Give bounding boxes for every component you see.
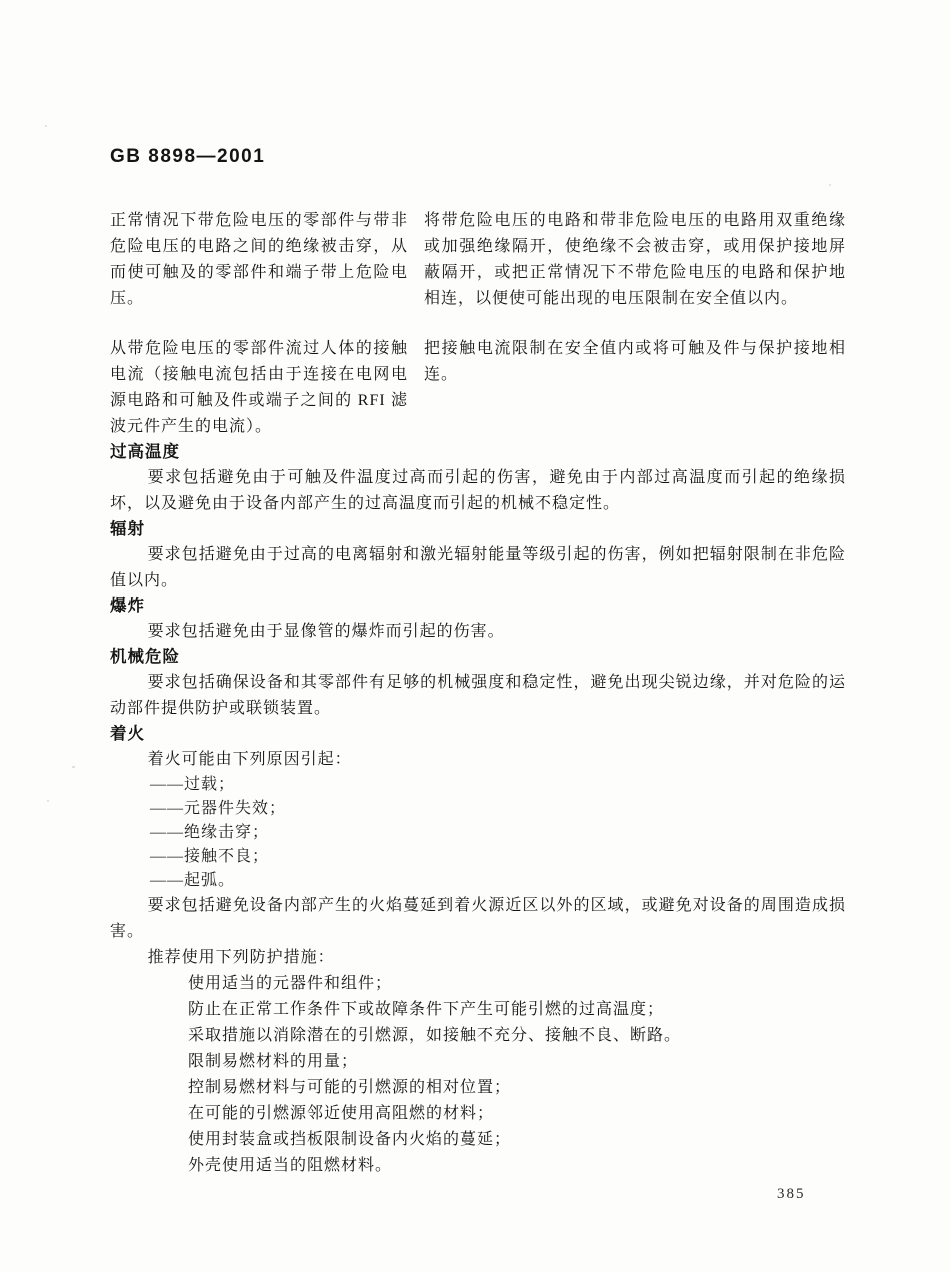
fire-recommend-intro: 推荐使用下列防护措施： <box>147 949 335 966</box>
section-heading: 爆炸 <box>110 597 145 615</box>
table-row <box>110 336 846 440</box>
page-number: 385 <box>777 1186 806 1202</box>
protection-measure-item: 限制易燃材料的用量； <box>188 1053 359 1070</box>
protection-measure-item: 在可能的引燃源邻近使用高阻燃的材料； <box>188 1105 495 1122</box>
table-row <box>110 208 846 312</box>
protection-measure-item: 防止在正常工作条件下或故障条件下产生可能引燃的过高温度； <box>188 1001 665 1018</box>
hazard-protection-table <box>110 208 846 440</box>
fire-requirement: 要求包括避免设备内部产生的火焰蔓延到着火源近区以外的区域，或避免对设备的周围造成损害。 <box>110 897 846 940</box>
fire-cause-item: ——元器件失效； <box>150 800 287 817</box>
section-radiation <box>110 519 846 594</box>
section-body: 要求包括避免由于可触及件温度过高而引起的伤害，避免由于内部过高温度而引起的绝缘损坏，以及避免由于设备内部产生的过高温度而引起的机械不稳定性。 <box>110 469 846 512</box>
fire-intro: 着火可能由下列原因引起： <box>147 751 352 768</box>
section-body: 要求包括确保设备和其零部件有足够的机械强度和稳定性，避免出现尖锐边缘，并对危险的运动部件提供防护或联锁装置。 <box>110 674 846 717</box>
page-content <box>110 146 846 1179</box>
section-body: 要求包括避免由于过高的电离辐射和激光辐射能量等级引起的伤害，例如把辐射限制在非危险值以内。 <box>110 546 846 589</box>
scan-speck <box>45 125 47 127</box>
scan-speck <box>72 766 75 768</box>
measure-cell: 将带危险电压的电路和带非危险电压的电路用双重绝缘或加强绝缘隔开，使绝缘不会被击穿，或用保护接地屏蔽隔开，或把正常情况下不带危险电压的电路和保护地相连，以便使可能出现的电压限制在安全值以内。 <box>424 212 846 307</box>
section-mechanical-hazard <box>110 647 846 722</box>
section-heading: 辐射 <box>110 520 145 538</box>
scan-speck <box>47 800 49 802</box>
fire-cause-item: ——接触不良； <box>150 848 270 865</box>
protection-measure-item: 使用封装盒或挡板限制设备内火焰的蔓延； <box>188 1131 512 1148</box>
section-overheat <box>110 442 846 517</box>
fire-cause-list <box>110 773 846 893</box>
fire-cause-item: ——过载； <box>150 776 236 793</box>
fire-cause-item: ——绝缘击穿； <box>150 824 270 841</box>
section-heading: 过高温度 <box>110 443 180 461</box>
measure-cell: 把接触电流限制在安全值内或将可触及件与保护接地相连。 <box>424 340 846 383</box>
hazard-cell: 从带危险电压的零部件流过人体的接触电流（接触电流包括由于连接在电网电源电路和可触及件或端子之间的 RFI 滤波元件产生的电流）。 <box>110 340 408 435</box>
section-heading: 着火 <box>110 725 145 743</box>
standard-number-header: GB 8898—2001 <box>110 146 266 167</box>
section-fire <box>110 724 846 1179</box>
hazard-cell: 正常情况下带危险电压的零部件与带非危险电压的电路之间的绝缘被击穿，从而使可触及的零部件和端子带上危险电压。 <box>110 212 408 307</box>
section-heading: 机械危险 <box>110 648 180 666</box>
protection-measure-item: 控制易燃材料与可能的引燃源的相对位置； <box>188 1079 512 1096</box>
section-explosion <box>110 596 846 645</box>
protection-measure-list <box>110 971 846 1179</box>
protection-measure-item: 采取措施以消除潜在的引燃源，如接触不充分、接触不良、断路。 <box>188 1027 682 1044</box>
protection-measure-item: 使用适当的元器件和组件； <box>188 975 393 992</box>
fire-cause-item: ——起弧。 <box>150 872 236 889</box>
section-body: 要求包括避免由于显像管的爆炸而引起的伤害。 <box>147 623 505 640</box>
protection-measure-item: 外壳使用适当的阻燃材料。 <box>188 1157 393 1174</box>
